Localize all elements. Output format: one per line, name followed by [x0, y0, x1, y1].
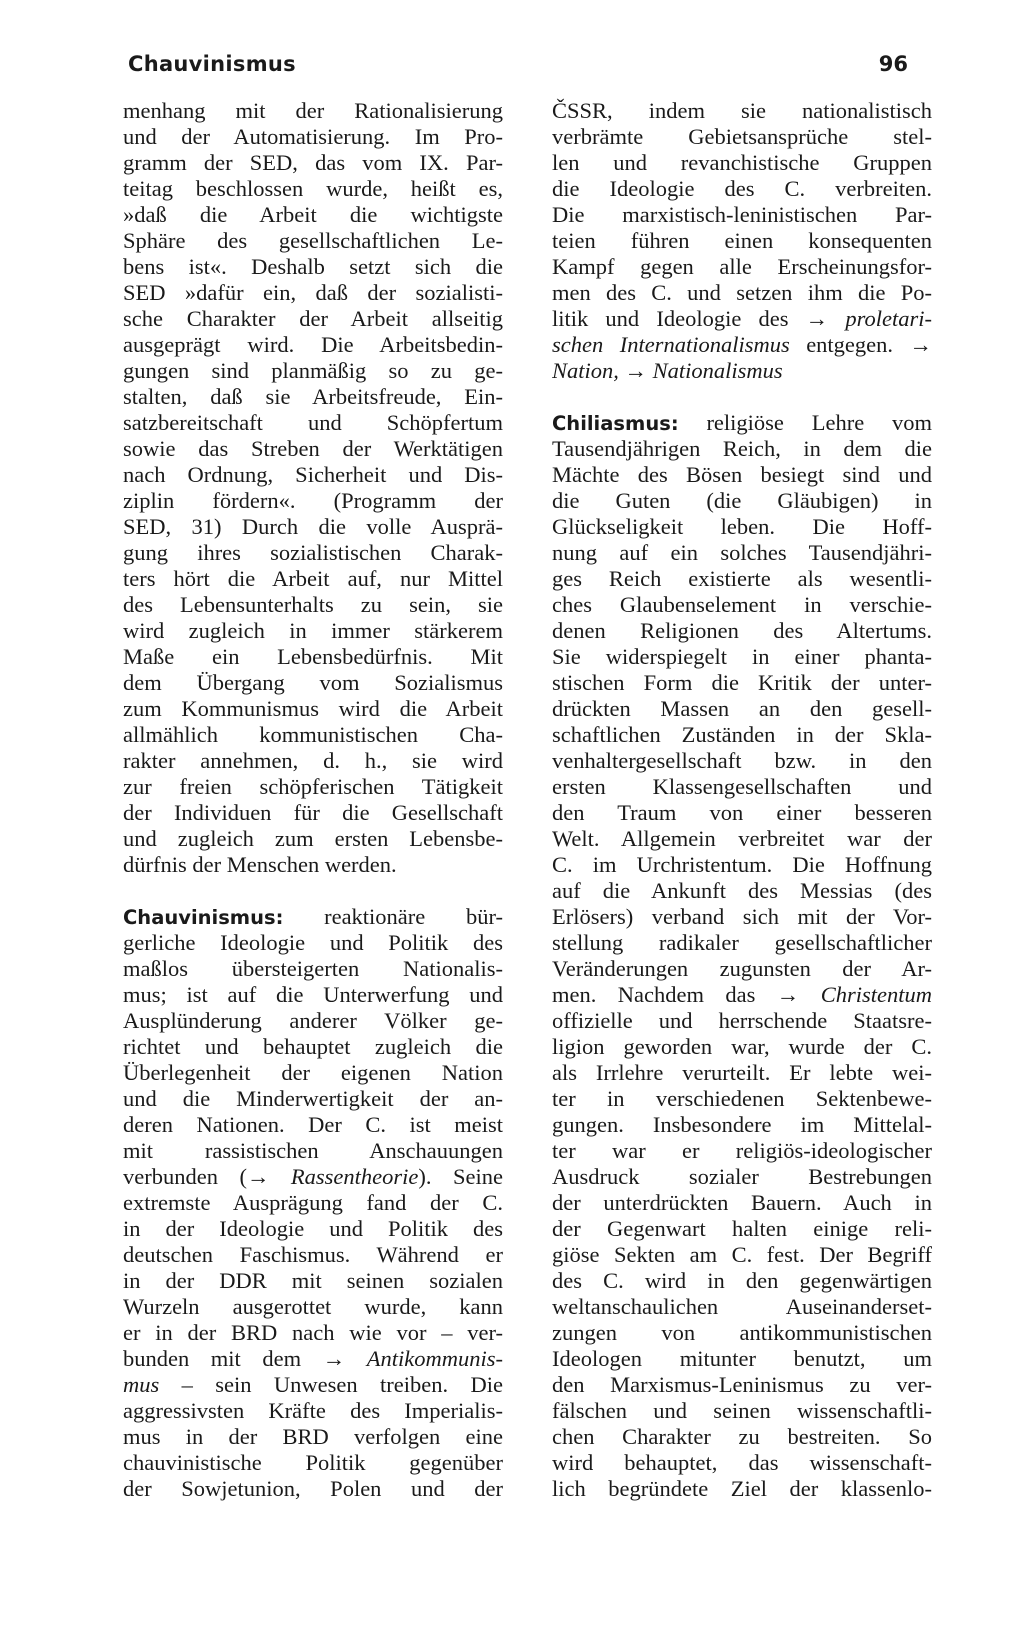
line-text: den Traum von einer besseren [552, 800, 932, 825]
line-text: Ausdruck sozialer Bestrebungen [552, 1164, 932, 1189]
text-line [123, 1112, 503, 1138]
line-text: len und revanchistische Gruppen [552, 150, 932, 175]
text-line [552, 618, 932, 644]
line-text: rakter annehmen, d. h., sie wird [123, 748, 503, 773]
line-text: ges Reich existierte als wesentli- [552, 566, 932, 591]
text-line [123, 1294, 503, 1320]
cross-reference: Christentum [820, 982, 932, 1007]
right-text-column [552, 98, 932, 1502]
text-line [552, 332, 932, 358]
entry-headword: Chiliasmus: [552, 412, 679, 435]
text-line [123, 306, 503, 332]
text-line [552, 488, 932, 514]
text-line [552, 1320, 932, 1346]
line-text: auf die Ankunft des Messias (des [552, 878, 932, 903]
text-line [552, 514, 932, 540]
line-text: lich begründete Ziel der klassenlo- [552, 1476, 932, 1501]
line-text: zungen von antikommunistischen [552, 1320, 932, 1345]
line-text: des Lebensunterhalts zu sein, sie [123, 592, 503, 617]
line-text: und der Automatisierung. Im Pro- [123, 124, 503, 149]
line-text: C. im Urchristentum. Die Hoffnung [552, 852, 932, 877]
line-text: richtet und behauptet zugleich die [123, 1034, 503, 1059]
cross-reference: Rassentheorie [290, 1164, 419, 1189]
text-line [123, 904, 503, 930]
text-line [552, 722, 932, 748]
text-line [552, 1216, 932, 1242]
text-line [123, 956, 503, 982]
text-line [123, 228, 503, 254]
line-text: maßlos übersteigerten Nationalis- [123, 956, 503, 981]
line-text: die Ideologie des C. verbreiten. [552, 176, 932, 201]
line-text: allmählich kommunistischen Cha- [123, 722, 503, 747]
text-line [123, 1346, 503, 1372]
text-line [123, 644, 503, 670]
text-line [552, 1190, 932, 1216]
text-line [552, 1294, 932, 1320]
line-text: Mächte des Bösen besiegt sind und [552, 462, 932, 487]
line-text: Ideologen mitunter benutzt, um [552, 1346, 932, 1371]
line-text: in der DDR mit seinen sozialen [123, 1268, 503, 1293]
text-line [552, 98, 932, 124]
text-line [123, 982, 503, 1008]
text-line [552, 228, 932, 254]
line-text: mus; ist auf die Unterwerfung und [123, 982, 503, 1007]
text-line [552, 1242, 932, 1268]
line-text: bunden mit dem → [123, 1346, 367, 1371]
cross-reference: Antikommunis- [366, 1346, 503, 1371]
line-text: des C. wird in den gegenwärtigen [552, 1268, 932, 1293]
line-text: religiöse Lehre vom [678, 410, 932, 435]
text-line [552, 878, 932, 904]
line-text: ter war er religiös-ideologischer [552, 1138, 932, 1163]
line-text: sowie das Streben der Werktätigen [123, 436, 503, 461]
text-line [123, 540, 503, 566]
text-line [552, 1268, 932, 1294]
line-text: menhang mit der Rationalisierung [123, 98, 503, 123]
line-text: der unterdrückten Bauern. Auch in [552, 1190, 932, 1215]
text-line [123, 410, 503, 436]
entry-headword: Chauvinismus: [123, 906, 284, 929]
text-line [123, 1138, 503, 1164]
text-line [552, 410, 932, 436]
line-text: stalten, daß sie Arbeitsfreude, Ein- [123, 384, 503, 409]
text-line [552, 176, 932, 202]
text-line [123, 826, 503, 852]
line-text: Die marxistisch-leninistischen Par- [552, 202, 932, 227]
line-text: der Individuen für die Gesellschaft [123, 800, 503, 825]
line-text: ters hört die Arbeit auf, nur Mittel [123, 566, 503, 591]
line-text: den Marxismus-Leninismus zu ver- [552, 1372, 932, 1397]
line-text: denen Religionen des Altertums. [552, 618, 932, 643]
text-line [552, 1164, 932, 1190]
text-line [123, 332, 503, 358]
text-line [123, 566, 503, 592]
line-text: SED »dafür ein, daß der sozialisti- [123, 280, 503, 305]
text-line [123, 748, 503, 774]
text-line [123, 98, 503, 124]
text-line [552, 1034, 932, 1060]
cross-reference: Nation, [552, 358, 619, 383]
line-text: aggressivsten Kräfte des Imperialis- [123, 1398, 503, 1423]
text-line [552, 800, 932, 826]
text-line [123, 488, 503, 514]
line-text: Überlegenheit der eigenen Nation [123, 1060, 503, 1085]
line-text: stellung radikaler gesellschaftlicher [552, 930, 932, 955]
line-text: reaktionäre bür- [283, 904, 503, 929]
text-line [123, 1424, 503, 1450]
text-line [552, 1476, 932, 1502]
text-line [123, 1242, 503, 1268]
line-text: wird zugleich in immer stärkerem [123, 618, 503, 643]
text-line [123, 1398, 503, 1424]
text-line [123, 1060, 503, 1086]
line-text: ČSSR, indem sie nationalistisch [552, 98, 932, 123]
line-text: entgegen. → [789, 332, 932, 357]
line-text: sche Charakter der Arbeit allseitig [123, 306, 503, 331]
line-text: gungen sind planmäßig so zu ge- [123, 358, 503, 383]
text-line [552, 1060, 932, 1086]
text-line [123, 852, 503, 878]
line-text: ligion geworden war, wurde der C. [552, 1034, 932, 1059]
text-line [552, 826, 932, 852]
line-text: satzbereitschaft und Schöpfertum [123, 410, 503, 435]
line-text: giöse Sekten am C. fest. Der Begriff [552, 1242, 932, 1267]
text-line [552, 306, 932, 332]
text-line [123, 1034, 503, 1060]
text-line [552, 982, 932, 1008]
line-text: mus in der BRD verfolgen eine [123, 1424, 503, 1449]
line-text: nung auf ein solches Tausendjähri- [552, 540, 932, 565]
text-line [123, 150, 503, 176]
line-text: ausgeprägt wird. Die Arbeitsbedin- [123, 332, 503, 357]
text-line [552, 202, 932, 228]
line-text: stischen Form die Kritik der unter- [552, 670, 932, 695]
text-line [123, 124, 503, 150]
line-text: nach Ordnung, Sicherheit und Dis- [123, 462, 503, 487]
text-line [123, 774, 503, 800]
line-text: Wurzeln ausgerottet wurde, kann [123, 1294, 503, 1319]
text-line [552, 696, 932, 722]
line-text: die Guten (die Gläubigen) in [552, 488, 932, 513]
text-line [552, 930, 932, 956]
text-line [123, 1320, 503, 1346]
line-text: ches Glaubenselement in verschie- [552, 592, 932, 617]
text-line [123, 696, 503, 722]
line-text: und zugleich zum ersten Lebensbe- [123, 826, 503, 851]
line-text: mit rassistischen Anschauungen [123, 1138, 503, 1163]
text-line [123, 254, 503, 280]
line-text: chen Charakter zu bestreiten. So [552, 1424, 932, 1449]
text-line [123, 1372, 503, 1398]
text-line [552, 852, 932, 878]
text-line [123, 462, 503, 488]
line-text: Erlösers) verband sich mit der Vor- [552, 904, 932, 929]
line-text: ter in verschiedenen Sektenbewe- [552, 1086, 932, 1111]
text-line [123, 176, 503, 202]
line-text: drückten Massen an den gesell- [552, 696, 932, 721]
text-line [123, 1086, 503, 1112]
text-line [552, 462, 932, 488]
line-text: Ausplünderung anderer Völker ge- [123, 1008, 503, 1033]
text-line [123, 358, 503, 384]
line-text: litik und Ideologie des → [552, 306, 846, 331]
text-line [123, 592, 503, 618]
text-line [552, 670, 932, 696]
line-text: Glückseligkeit leben. Die Hoff- [552, 514, 932, 539]
text-line [552, 1138, 932, 1164]
cross-reference: schen Internationalismus [552, 332, 790, 357]
line-text: und die Minderwertigkeit der an- [123, 1086, 503, 1111]
text-line [552, 1112, 932, 1138]
text-line [123, 280, 503, 306]
text-line [123, 436, 503, 462]
line-text: weltanschaulichen Auseinanderset- [552, 1294, 932, 1319]
line-text: zum Kommunismus wird die Arbeit [123, 696, 503, 721]
running-header-title: Chauvinismus [128, 52, 296, 76]
text-line [552, 150, 932, 176]
text-line [552, 1008, 932, 1034]
text-line [552, 1450, 932, 1476]
text-line [552, 540, 932, 566]
line-text: – sein Unwesen treiben. Die [159, 1372, 503, 1397]
text-line [123, 722, 503, 748]
line-text: deutschen Faschismus. Während er [123, 1242, 503, 1267]
line-text: »daß die Arbeit die wichtigste [123, 202, 503, 227]
line-text: gerliche Ideologie und Politik des [123, 930, 503, 955]
cross-reference: mus [123, 1372, 160, 1397]
text-line [552, 1372, 932, 1398]
line-text: gung ihres sozialistischen Charak- [123, 540, 503, 565]
text-line [552, 1424, 932, 1450]
line-text: Veränderungen zugunsten der Ar- [552, 956, 932, 981]
line-text: extremste Ausprägung fand der C. [123, 1190, 503, 1215]
line-text: fälschen und seinen wissenschaftli- [552, 1398, 932, 1423]
line-text: dem Übergang vom Sozialismus [123, 670, 503, 695]
line-text: er in der BRD nach wie vor – ver- [123, 1320, 503, 1345]
text-line [123, 1190, 503, 1216]
text-line [123, 1216, 503, 1242]
text-line [123, 202, 503, 228]
text-line [123, 1476, 503, 1502]
text-line [552, 280, 932, 306]
line-text: Kampf gegen alle Erscheinungsfor- [552, 254, 932, 279]
line-text: offizielle und herrschende Staatsre- [552, 1008, 932, 1033]
line-text: ). Seine [418, 1164, 503, 1189]
text-line [123, 514, 503, 540]
text-line [552, 254, 932, 280]
line-text: chauvinistische Politik gegenüber [123, 1450, 503, 1475]
text-line [552, 1346, 932, 1372]
text-line [552, 436, 932, 462]
line-text: venhaltergesellschaft bzw. in den [552, 748, 932, 773]
text-line [123, 1008, 503, 1034]
page-number: 96 [878, 52, 908, 76]
line-text: Welt. Allgemein verbreitet war der [552, 826, 932, 851]
line-text: dürfnis der Menschen werden. [123, 852, 397, 877]
line-text: der Gegenwart halten einige reli- [552, 1216, 932, 1241]
line-text: SED, 31) Durch die volle Ausprä- [123, 514, 503, 539]
text-line [552, 592, 932, 618]
text-line [123, 618, 503, 644]
text-line [123, 800, 503, 826]
line-text: als Irrlehre verurteilt. Er lebte wei- [552, 1060, 932, 1085]
line-text: in der Ideologie und Politik des [123, 1216, 503, 1241]
text-line [552, 566, 932, 592]
text-line [123, 1450, 503, 1476]
text-line [552, 124, 932, 150]
line-text: men des C. und setzen ihm die Po- [552, 280, 932, 305]
line-text: verbrämte Gebietsansprüche stel- [552, 124, 932, 149]
text-line [123, 930, 503, 956]
text-line [552, 904, 932, 930]
text-line [123, 384, 503, 410]
line-text: Sie widerspiegelt in einer phanta- [552, 644, 932, 669]
line-text: teitag beschlossen wurde, heißt es, [123, 176, 503, 201]
line-text: deren Nationen. Der C. ist meist [123, 1112, 503, 1137]
line-text: der Sowjetunion, Polen und der [123, 1476, 503, 1501]
line-text: wird behauptet, das wissenschaft- [552, 1450, 932, 1475]
cross-reference: proletari- [845, 306, 932, 331]
line-text: men. Nachdem das → [552, 982, 821, 1007]
line-text: teien führen einen konsequenten [552, 228, 932, 253]
line-text: gramm der SED, das vom IX. Par- [123, 150, 503, 175]
line-text: Maße ein Lebensbedürfnis. Mit [123, 644, 503, 669]
text-line [552, 774, 932, 800]
text-line [123, 1164, 503, 1190]
line-text: ersten Klassengesellschaften und [552, 774, 932, 799]
text-line [552, 956, 932, 982]
line-text: ziplin fördern«. (Programm der [123, 488, 503, 513]
line-text: Tausendjährigen Reich, in dem die [552, 436, 932, 461]
cross-reference: Nationalismus [652, 358, 783, 383]
text-line [552, 1398, 932, 1424]
line-text: schaftlichen Zuständen in der Skla- [552, 722, 932, 747]
text-line [123, 670, 503, 696]
line-text: bens ist«. Deshalb setzt sich die [123, 254, 503, 279]
line-text: gungen. Insbesondere im Mittelal- [552, 1112, 932, 1137]
line-text: → [618, 358, 653, 383]
text-line [552, 748, 932, 774]
left-text-column [123, 98, 503, 1502]
line-text: verbunden (→ [123, 1164, 291, 1189]
text-line [552, 358, 932, 384]
line-text: zur freien schöpferischen Tätigkeit [123, 774, 503, 799]
text-line [552, 1086, 932, 1112]
line-text: Sphäre des gesellschaftlichen Le- [123, 228, 503, 253]
text-line [552, 644, 932, 670]
text-line [123, 1268, 503, 1294]
